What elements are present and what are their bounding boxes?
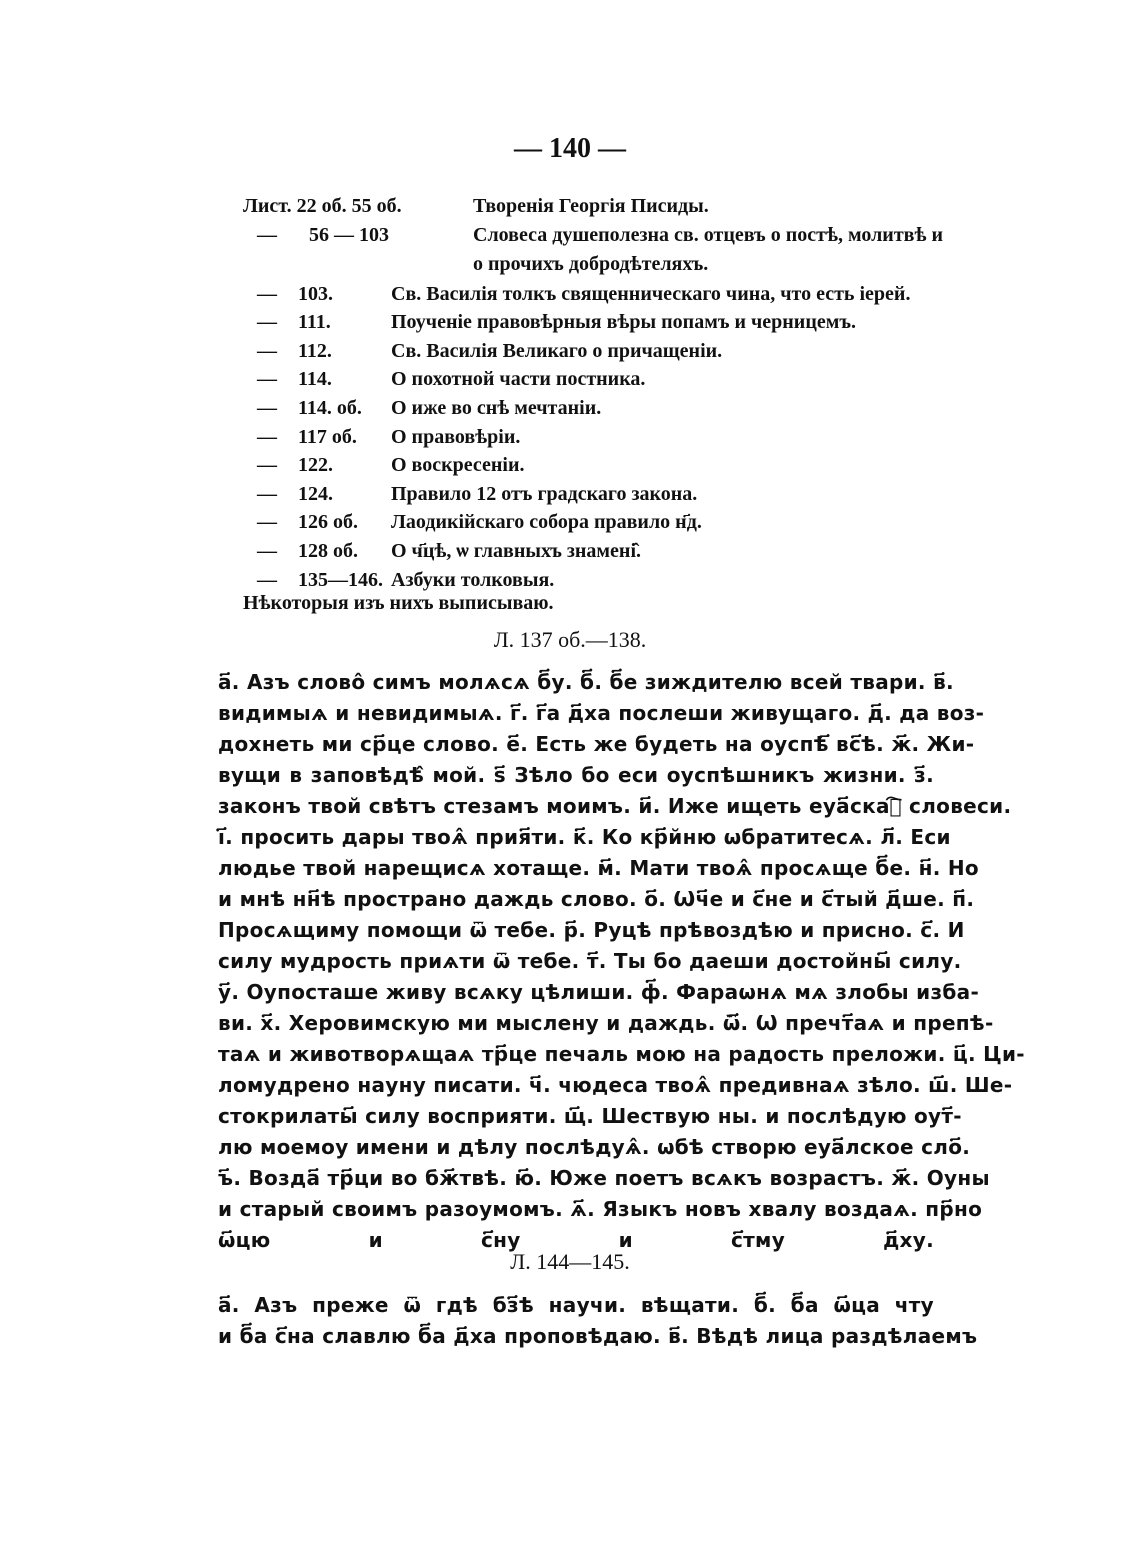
- toc-row: [243, 508, 943, 537]
- text-line: і҃. просить дары твоѧ̂ прия҃ти. к҃. Ко кр҃йню ѡбратитесѧ. л҃. Еси: [218, 825, 951, 849]
- intro-note: Нѣкоторыя изъ нихъ выписываю.: [243, 592, 554, 614]
- section-heading: Л. 144—145.: [510, 1249, 630, 1274]
- toc-ref: 117 об.: [298, 425, 357, 448]
- toc-row: [243, 365, 943, 394]
- toc-title: О ч҃цѣ, ѡ главныхъ знамені̂.: [391, 539, 641, 562]
- toc-title: Лаодикійскаго собора правило н҃д.: [391, 511, 702, 534]
- text-line: и старый своимъ разоумомъ. ѧ҃. Языкъ новъ хвалу воздаѧ. пр҃но: [218, 1197, 983, 1221]
- text-line: ѡ҃цю и с҃ну и с҃тму д҃ху.: [218, 1228, 934, 1252]
- toc-dash: —: [257, 311, 277, 334]
- text-line: ъ҃. Возда҃ тр҃ци во бж҃твѣ. ю҃. Юже поетъ всѧкъ возрастъ. ж҃. Оуны: [218, 1166, 990, 1190]
- toc-row: [243, 394, 943, 423]
- toc-row: [243, 537, 943, 566]
- toc-title: Св. Василія толкъ священническаго чина, что есть iерей.: [391, 282, 911, 305]
- toc-ref: 112.: [298, 339, 332, 362]
- page-number: — 140 —: [514, 133, 626, 164]
- toc-ref: 124.: [298, 482, 333, 505]
- toc-dash: —: [257, 339, 277, 362]
- text-line: Просѧщиму помощи ѿ тебе. р҃. Руцѣ прѣвоздѣю и присно. с҃. И: [218, 918, 965, 942]
- text-line: лю моемоу имени и дѣлу послѣдуѧ̂. ѡбѣ створю еуа҃лское сло҃.: [218, 1135, 971, 1159]
- toc-dash: —: [257, 454, 277, 477]
- toc-dash: —: [257, 223, 277, 246]
- text-line: стокрилаты҃ силу восприяти. щ҃. Шествую ны. и послѣдую оут҃-: [218, 1104, 962, 1128]
- toc-ref: 114. об.: [298, 396, 362, 419]
- toc-title: О похотной части постника.: [391, 368, 646, 391]
- toc-title: Творенія Георгія Писиды.: [473, 195, 709, 217]
- text-line: у҃. Оупосташе живу всѧку цѣлиши. ф҃. Фараѡнѧ мѧ злобы изба-: [218, 980, 980, 1004]
- toc-ref: 56 — 103: [309, 223, 389, 246]
- toc-ref: 111.: [298, 311, 331, 334]
- text-line: и мнѣ нн҃ѣ пространо даждь слово. о҃. Ѡч҃е и с҃не и с҃тый д҃ше. п҃.: [218, 887, 975, 911]
- toc-row: [243, 308, 943, 337]
- toc-dash: —: [257, 282, 277, 305]
- toc-row: [243, 221, 943, 280]
- church-slavonic-text: [218, 667, 1025, 1256]
- text-line: ломудрено науну писати. ч҃. чюдеса твоѧ̂ предивнаѧ зѣло. ш҃. Ше-: [218, 1073, 1013, 1097]
- toc-row: [243, 480, 943, 509]
- toc-row: [243, 566, 943, 595]
- toc-row: [243, 192, 943, 221]
- toc-title: Поученіе правовѣрныя вѣры попамъ и черницемъ.: [391, 311, 857, 334]
- toc-dash: —: [257, 511, 277, 534]
- text-line: и б҃а с҃на славлю б҃а д҃ха проповѣдаю. в҃. Вѣдѣ лица раздѣлаемъ: [218, 1324, 978, 1348]
- text-line: вущи в заповѣдѣ̂ мой. ѕ҃ Зѣло бо еси оуспѣшникъ жизни. з҃.: [218, 763, 934, 787]
- toc-title: Правило 12 отъ градскаго закона.: [391, 482, 698, 505]
- contents-list: [243, 192, 943, 594]
- toc-ref: 126 об.: [298, 511, 358, 534]
- toc-dash: —: [257, 368, 277, 391]
- text-line: ви. х҃. Херовимскую ми мыслену и даждь. ѿ҃. Ѡ пречт҃аѧ и препѣ-: [218, 1011, 994, 1035]
- toc-title: О правовѣріи.: [391, 425, 521, 448]
- toc-title: Св. Василія Великаго о причащеніи.: [391, 339, 723, 362]
- text-line: дохнеть ми ср҃це слово. е҃. Есть же будеть на оуспѣ҃ вс҃ѣ. ж҃. Жи-: [218, 732, 975, 756]
- toc-row: [243, 423, 943, 452]
- toc-dash: —: [257, 482, 277, 505]
- church-slavonic-text: [218, 1290, 978, 1352]
- toc-ref: Лист. 22 об. 55 об.: [243, 195, 402, 217]
- section-heading: Л. 137 об.—138.: [493, 627, 647, 652]
- text-line: людье твой нарещисѧ хотаще. м҃. Мати твоѧ̂ просѧще б҃е. н҃. Но: [218, 856, 979, 880]
- toc-ref: 128 об.: [298, 539, 358, 562]
- toc-title: Словеса душеполезна св. отцевъ о постѣ, молитвѣ и о прочихъ добродѣтеляхъ.: [473, 223, 943, 275]
- toc-row: [243, 337, 943, 366]
- toc-dash: —: [257, 396, 277, 419]
- text-line: а҃. Азъ преже ѿ гдѣ бз҃ѣ научи. вѣщати. б҃. б҃а ѡ҃ца чту: [218, 1293, 934, 1317]
- toc-ref: 103.: [298, 282, 333, 305]
- toc-dash: —: [257, 568, 277, 591]
- toc-title: О иже во снѣ мечтаніи.: [391, 396, 602, 419]
- toc-ref: 135—146.: [298, 568, 383, 591]
- toc-ref: 114.: [298, 368, 332, 391]
- text-line: таѧ и животворѧщаѧ тр҃це печаль мою на радость преложи. ц҃. Ци-: [218, 1042, 1025, 1066]
- toc-dash: —: [257, 539, 277, 562]
- text-line: видимыѧ и невидимыѧ. г҃. г҃а д҃ха послеши живущаго. д҃. да воз-: [218, 701, 985, 725]
- text-line: а҃. Азъ слово̂ симъ молѧсѧ б҃у. б҃. б҃е зиждителю всей твари. в҃.: [218, 670, 954, 694]
- toc-title: О воскресеніи.: [391, 454, 525, 477]
- text-line: законъ твой свѣтъ стезамъ моимъ. и҃. Иже ищеть еуа҃скаⷢ҇ словеси.: [218, 794, 1012, 818]
- toc-dash: —: [257, 425, 277, 448]
- toc-title: Азбуки толковыя.: [391, 568, 555, 591]
- toc-row: [243, 451, 943, 480]
- toc-ref: 122.: [298, 454, 333, 477]
- text-line: силу мудрость приѧти ѿ тебе. т҃. Ты бо даеши достойны҃ силу.: [218, 949, 962, 973]
- toc-row: [243, 280, 943, 309]
